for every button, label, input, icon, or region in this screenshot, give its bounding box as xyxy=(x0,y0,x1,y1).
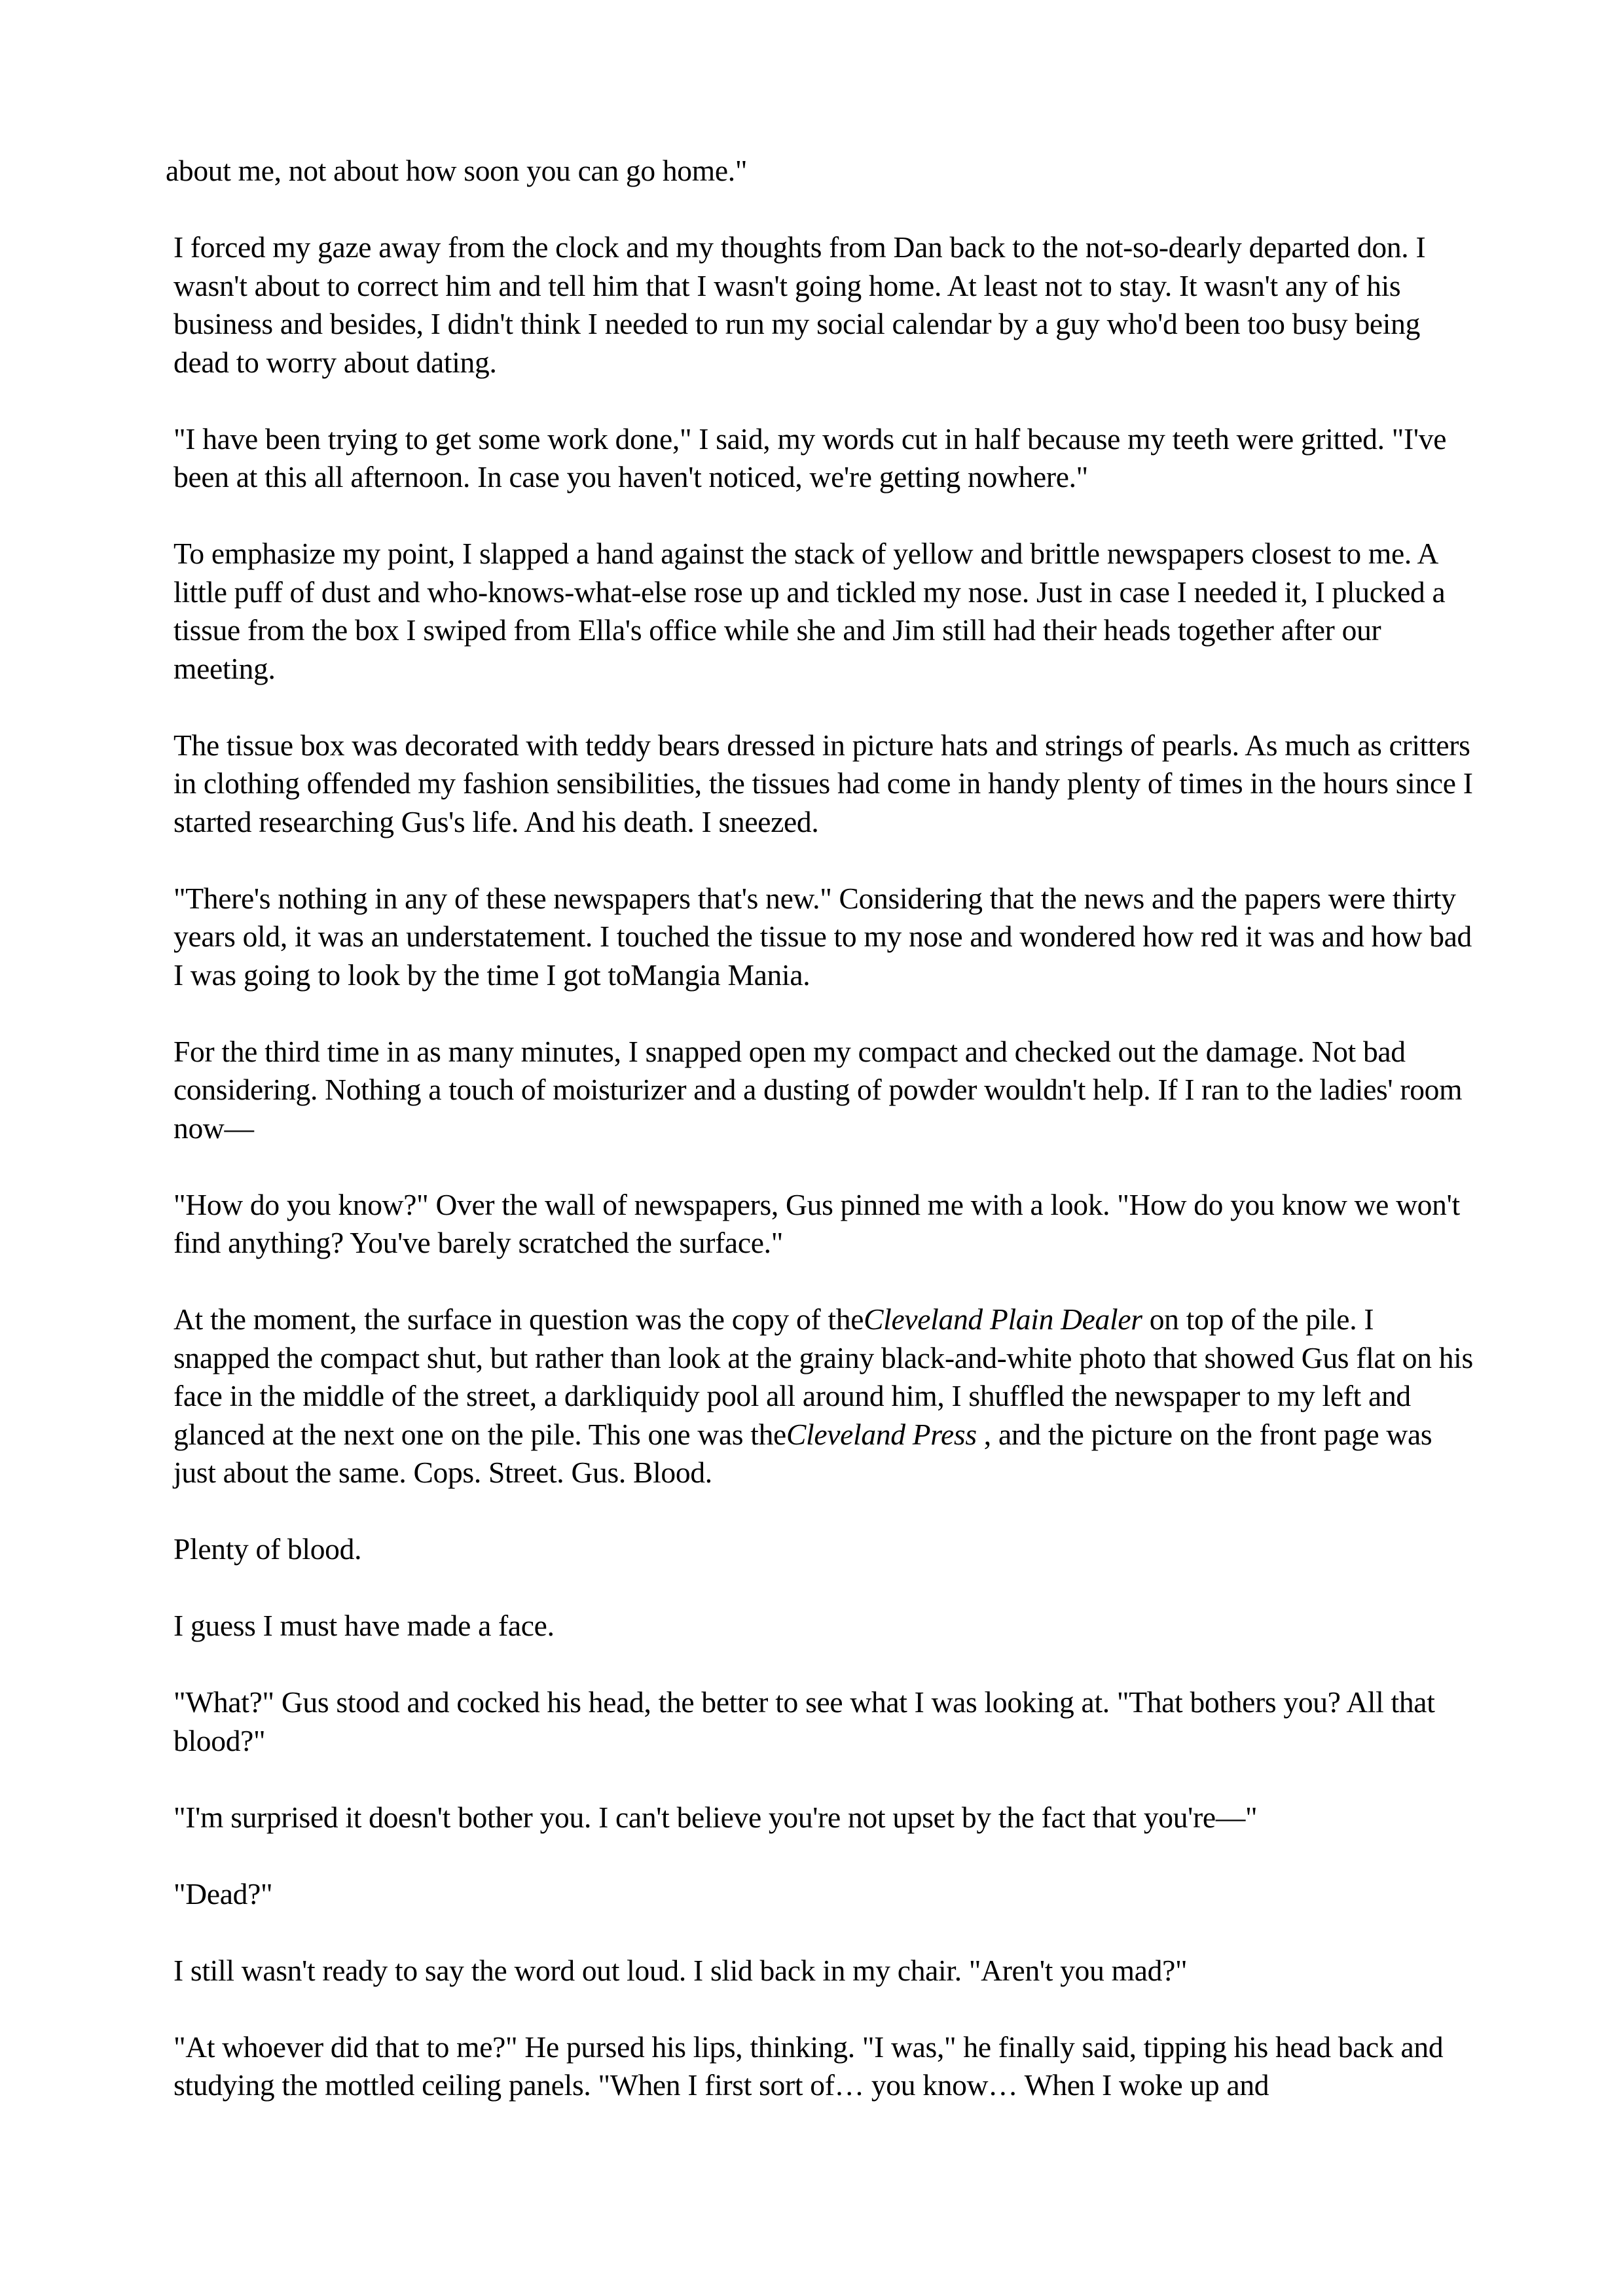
paragraph-14: "Dead?" xyxy=(173,1876,273,1910)
paragraph-7: For the third time in as many minutes, I snapped open my compact and checked out the damage. Not bad considering. Nothing a touch of moisturizer and a dusting of powder wouldn't help. If I ran to the ladies' room now— xyxy=(173,1034,1463,1145)
paragraph-6: "There's nothing in any of these newspapers that's new." Considering that the news and the papers were thirty years old, it was an understatement. I touched the tissue to my nose and wondered how red it was and how bad I was going to look by the time I got toMangia Mania. xyxy=(173,881,1472,992)
newspaper-title-italic: Cleveland Press xyxy=(786,1417,977,1451)
newspaper-title-italic: Cleveland Plain Dealer xyxy=(864,1302,1142,1336)
paragraph-5: The tissue box was decorated with teddy bears dressed in picture hats and strings of pearls. As much as critters in clothing offended my fashion sensibilities, the tissues had come in handy plenty of times in the hours since I started researching Gus's life. And his death. I sneezed. xyxy=(173,728,1473,838)
paragraph-12: "What?" Gus stood and cocked his head, the better to see what I was looking at. "That bothers you? All that blood?" xyxy=(173,1685,1435,1757)
paragraph-2: I forced my gaze away from the clock and my thoughts from Dan back to the not-so-dearly departed don. I wasn't about to correct him and tell him that I wasn't going home. At least not to stay. It wasn't any of his business and besides, I didn't think I needed to run my social calendar by a guy who'd been too busy being dead to worry about dating. xyxy=(173,230,1426,379)
paragraph-3: "I have been trying to get some work done," I said, my words cut in half because my teeth were gritted. "I've been at this all afternoon. In case you haven't noticed, we're getting nowhere." xyxy=(173,422,1447,493)
paragraph-1: about me, not about how soon you can go home." xyxy=(166,154,748,187)
paragraph-13: "I'm surprised it doesn't bother you. I can't believe you're not upset by the fact that you're—" xyxy=(173,1800,1258,1834)
paragraph-16: "At whoever did that to me?" He pursed his lips, thinking. "I was," he finally said, tipping his head back and studying the mottled ceiling panels. "When I first sort of… you know… When I woke up and xyxy=(173,2030,1444,2102)
paragraph-10: Plenty of blood. xyxy=(173,1532,362,1566)
paragraph-8: "How do you know?" Over the wall of newspapers, Gus pinned me with a look. "How do you know we won't find anything? You've barely scratched the surface." xyxy=(173,1187,1460,1259)
paragraph-9: At the moment, the surface in question was the copy of theCleveland Plain Dealer on top of the pile. I snapped the compact shut, but rather than look at the grainy black-and-white photo that showed Gus flat on his face in the middle of the street, a darkliquidy pool all around him, I shuffled the newspaper to my left and glanced at the next one on the pile. This one was theCleveland Press , and the picture on the front page was just about the same. Cops. Street. Gus. Blood. xyxy=(173,1302,1473,1489)
book-page xyxy=(166,152,1475,2105)
paragraph-15: I still wasn't ready to say the word out loud. I slid back in my chair. "Aren't you mad?" xyxy=(173,1953,1188,1987)
paragraph-11: I guess I must have made a face. xyxy=(173,1609,555,1642)
paragraph-4: To emphasize my point, I slapped a hand against the stack of yellow and brittle newspapers closest to me. A little puff of dust and who-knows-what-else rose up and tickled my nose. Just in case I needed it, I plucked a tissue from the box I swiped from Ella's office while she and Jim still had their heads together after our meeting. xyxy=(173,537,1446,685)
